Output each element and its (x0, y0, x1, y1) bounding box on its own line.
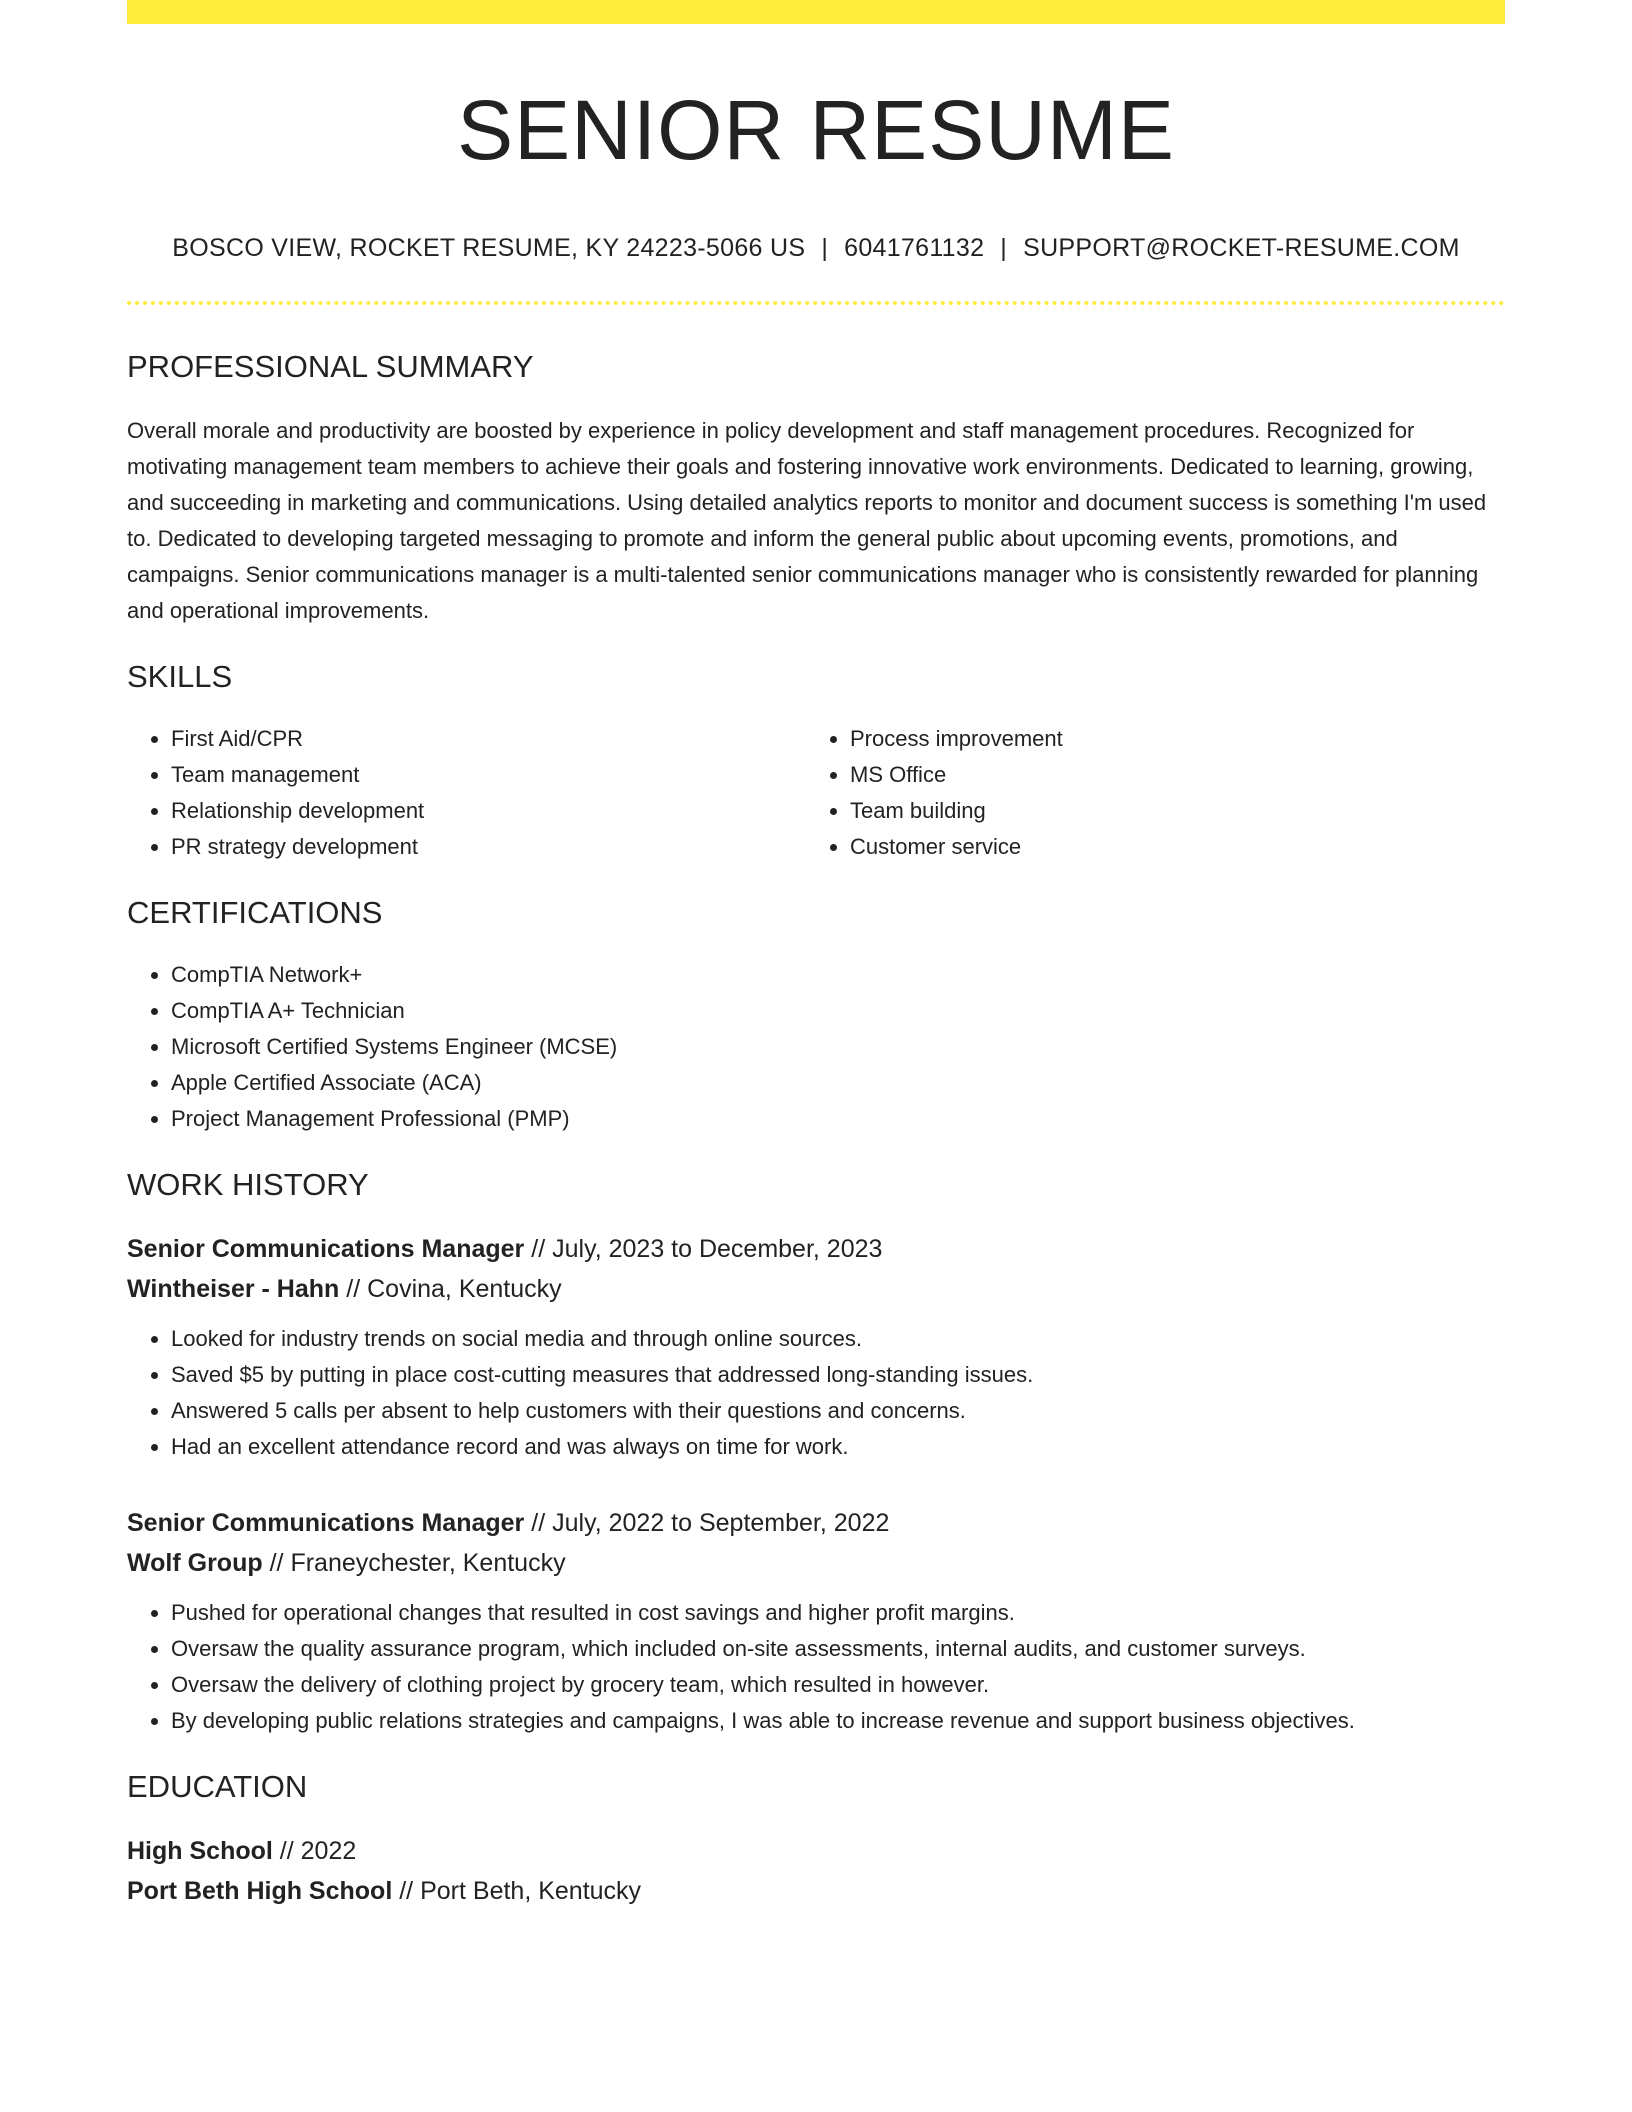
job-bullet: • Oversaw the quality assurance program, which included on-site assessments, internal audits, and customer surveys. (171, 1631, 1505, 1667)
skill-item: • MS Office (850, 757, 1485, 793)
separator: // (399, 1877, 414, 1906)
job-bullet: • Oversaw the delivery of clothing project by grocery team, which resulted in however. (171, 1667, 1505, 1703)
contact-phone: 6041761132 (844, 234, 985, 263)
education-heading: EDUCATION (127, 1769, 308, 1805)
job-location: Franeychester, Kentucky (290, 1549, 566, 1578)
education-degree-line (127, 1831, 1505, 1871)
job-role: Senior Communications Manager (127, 1509, 525, 1538)
skills-list-right (806, 721, 1485, 865)
certification-item: • CompTIA A+ Technician (171, 993, 1505, 1029)
skill-item: • Team management (171, 757, 806, 793)
separator: // (531, 1235, 546, 1264)
separator: // (269, 1549, 284, 1578)
job-bullet: • Looked for industry trends on social media and through online sources. (171, 1321, 1505, 1357)
skill-item: • First Aid/CPR (171, 721, 806, 757)
education-degree: High School (127, 1837, 273, 1866)
job-title-line (127, 1503, 1505, 1543)
skill-item: • Team building (850, 793, 1485, 829)
certification-item: • CompTIA Network+ (171, 957, 1505, 993)
job-bullet: • Saved $5 by putting in place cost-cutting measures that addressed long-standing issues. (171, 1357, 1505, 1393)
job-company: Wintheiser - Hahn (127, 1275, 340, 1304)
contact-separator: | (1000, 234, 1008, 263)
separator: // (279, 1837, 294, 1866)
dotted-divider (127, 301, 1505, 305)
summary-heading: PROFESSIONAL SUMMARY (127, 349, 534, 385)
job-bullet: • Had an excellent attendance record and was always on time for work. (171, 1429, 1505, 1465)
certification-item: • Microsoft Certified Systems Engineer (MCSE) (171, 1029, 1505, 1065)
job-title-line (127, 1229, 1505, 1269)
certification-item: • Apple Certified Associate (ACA) (171, 1065, 1505, 1101)
job-location: Covina, Kentucky (367, 1275, 562, 1304)
top-accent-bar (127, 0, 1505, 24)
education-school-line (127, 1871, 1505, 1911)
contact-separator: | (821, 234, 829, 263)
summary-text: Overall morale and productivity are boosted by experience in policy development and staff management procedures. Recognized for motivating management team members to achieve their goals and fostering innovative work environments. Dedicated to learning, growing, and succeeding in marketing and communications. Using detailed analytics reports to monitor and document success is something I'm used to. Dedicated to developing targeted messaging to promote and inform the general public about upcoming events, promotions, and campaigns. Senior communications manager is a multi-talented senior communications manager who is consistently rewarded for planning and operational improvements. (127, 418, 1487, 624)
separator: // (531, 1509, 546, 1538)
work-history-heading: WORK HISTORY (127, 1167, 369, 1203)
contact-address: BOSCO VIEW, ROCKET RESUME, KY 24223-5066 US (172, 234, 806, 263)
education-year: 2022 (300, 1837, 357, 1866)
job-entry (127, 1503, 1505, 1739)
education-school: Port Beth High School (127, 1877, 393, 1906)
job-dates: July, 2023 to December, 2023 (552, 1235, 883, 1264)
certifications-heading: CERTIFICATIONS (127, 895, 383, 931)
job-bullet: • Answered 5 calls per absent to help customers with their questions and concerns. (171, 1393, 1505, 1429)
job-company: Wolf Group (127, 1549, 263, 1578)
resume-page (127, 0, 1505, 1911)
skill-item: • PR strategy development (171, 829, 806, 865)
job-role: Senior Communications Manager (127, 1235, 525, 1264)
job-entry (127, 1229, 1505, 1465)
education-entry (127, 1831, 1505, 1911)
job-dates: July, 2022 to September, 2022 (552, 1509, 890, 1538)
certifications-list (127, 957, 1505, 1137)
job-bullet: • Pushed for operational changes that resulted in cost savings and higher profit margins. (171, 1595, 1505, 1631)
job-company-line (127, 1543, 1505, 1583)
skills-list-left (127, 721, 806, 865)
skills-heading: SKILLS (127, 659, 233, 695)
certification-item: • Project Management Professional (PMP) (171, 1101, 1505, 1137)
separator: // (346, 1275, 361, 1304)
contact-line (127, 234, 1505, 263)
job-bullets (127, 1321, 1505, 1465)
skill-item: • Process improvement (850, 721, 1485, 757)
job-company-line (127, 1269, 1505, 1309)
skills-grid (127, 721, 1505, 865)
skill-item: • Customer service (850, 829, 1485, 865)
contact-email: SUPPORT@ROCKET-RESUME.COM (1023, 234, 1460, 263)
resume-title: SENIOR RESUME (457, 83, 1175, 177)
job-bullet: • By developing public relations strategies and campaigns, I was able to increase revenue and support business objectives. (171, 1703, 1505, 1739)
skill-item: • Relationship development (171, 793, 806, 829)
education-location: Port Beth, Kentucky (420, 1877, 642, 1906)
job-bullets (127, 1595, 1505, 1739)
